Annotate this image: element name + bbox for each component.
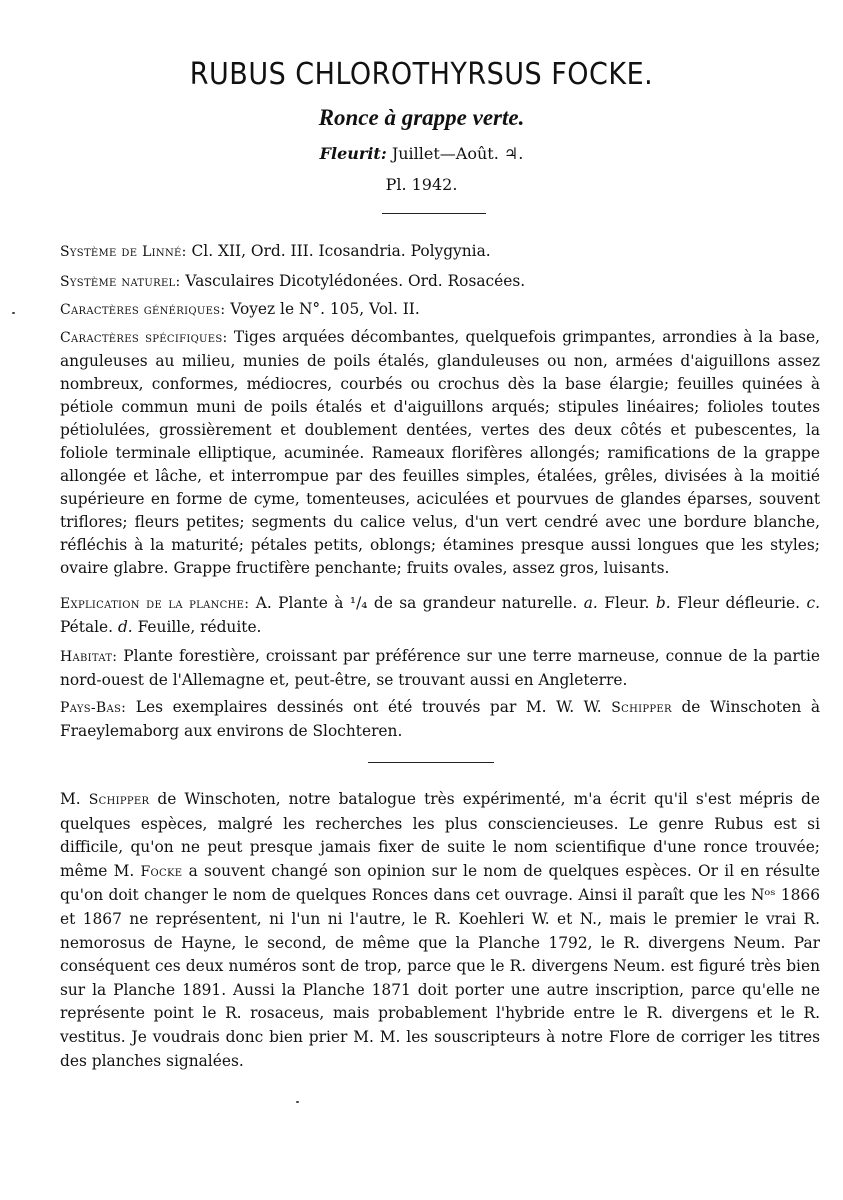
print-speck	[296, 1101, 299, 1103]
section-text: Tiges arquées décombantes, quelquefois grimpantes, arrondies à la base, anguleuses au milieu, munies de poils étalés, glanduleuses ou non, armées d'aiguillons assez nombreux, conformes, médiocres, courbés ou crochus dès la base élargie; feuilles quinées à pétiole commun muni de poils étalés et d'aiguillons arqués; stipules linéaires; folioles toutes pétiolulées, grossièrement et doublement dentées, vertes des deux côtés et pubescentes, la foliole terminale elliptique, acuminée. Rameaux florifères allongés; ramifications de la grappe allongée et lâche, et interrompue par des feuilles simples, étalées, grêles, divisées à la moitié supérieure en forme de cyme, tomenteuses, aciculées et pourvues de glandes éparses, souvent triflores; fleurs petites; segments du calice velus, d'un vert cendré avec une bordure blanche, réfléchis à la maturité; pétales petits, oblongs; étamines presque aussi longues que les styles; ovaire glabre. Grappe fructifère penchante; fruits ovales, assez gros, luisants.	[60, 328, 820, 577]
section-label: Système de Linné:	[60, 244, 187, 260]
flowering-value: Juillet—Août. ♃.	[391, 144, 524, 163]
section-text: Les exemplaires dessinés ont été trouvés par M. W. W.	[126, 698, 612, 716]
divider-top	[382, 213, 486, 214]
figure-letter: a.	[583, 594, 598, 612]
person-name: Schipper	[88, 792, 150, 808]
section-text: Fleur défleurie.	[670, 594, 807, 612]
section-label: Caractères génériques:	[60, 302, 226, 318]
plate-number: Pl. 1942.	[385, 175, 458, 194]
section-text: Fleur.	[597, 594, 656, 612]
section-text: Vasculaires Dicotylédonées. Ord. Rosacées.	[180, 272, 526, 290]
section-habitat	[60, 645, 820, 692]
flowering-label: Fleurit:	[319, 144, 387, 163]
section-generiques	[60, 298, 820, 322]
section-pays-bas	[60, 696, 820, 743]
section-linne	[60, 240, 820, 264]
section-label: Explication de la planche:	[60, 596, 250, 612]
common-name: Ronce à grappe verte.	[318, 105, 525, 130]
section-label: Caractères spécifiques:	[60, 330, 228, 346]
person-name: Schipper	[611, 700, 672, 716]
section-explication	[60, 592, 820, 639]
section-text: Cl. XII, Ord. III. Icosandria. Polygynia.	[186, 242, 491, 260]
note-text: a souvent changé son opinion sur le nom de quelques espèces. Or il en résulte qu'on doit changer le nom de quelques Ronces dans cet ouvrage. Ainsi il paraît que les Nᵒˢ 1866 et 1867 ne représentent, ni l'un ni l'autre, le R. Koehleri W. et N., mais le premier le vrai R. nemorosus de Hayne, le second, de même que la Planche 1792, le R. divergens Neum. Par conséquent ces deux numéros sont de trop, parce que le R. divergens Neum. est figuré très bien sur la Planche 1891. Aussi la Planche 1871 doit porter une autre inscription, parce qu'elle ne représente point le R. rosaceus, mais probablement l'hybride entre le R. divergens et le R. vestitus. Je voudrais donc bien prier M. M. les souscripteurs à notre Flore de corriger les titres des planches signalées.	[60, 861, 821, 1070]
section-text: de Winschoten à Fraeylemaborg aux environs de Slochteren.	[60, 698, 820, 740]
section-label: Système naturel:	[60, 274, 181, 290]
section-text: Plante forestière, croissant par préférence sur une terre marneuse, connue de la partie nord-ouest de l'Allemagne et, peut-être, se trouvant aussi en Angleterre.	[60, 647, 820, 689]
section-label: Pays-Bas:	[60, 700, 127, 716]
section-text: Pétale.	[60, 618, 118, 636]
section-label: Habitat:	[60, 649, 118, 665]
section-naturel	[60, 270, 820, 294]
figure-letter: d.	[117, 618, 133, 636]
divider-middle	[368, 762, 494, 763]
editorial-note	[60, 788, 820, 1073]
species-title: RUBUS CHLOROTHYRSUS FOCKE.	[189, 57, 654, 92]
section-text: A. Plante à ¹/₄ de sa grandeur naturelle.	[249, 594, 584, 612]
note-text: M.	[60, 790, 89, 808]
section-text: Feuille, réduite.	[132, 618, 262, 636]
person-name: Focke	[140, 863, 183, 880]
note-text: de Winschoten, notre batalogue très expérimenté, m'a écrit qu'il s'est mépris de quelques espèces, malgré les recherches les plus consciencieuses. Le genre Rubus est si difficile, qu'on ne peut presque jamais fixer de suite le nom scientifique d'une ronce trouvée; même M.	[60, 790, 821, 880]
section-specifiques	[60, 326, 820, 580]
figure-letter: b.	[655, 594, 671, 612]
flowering-line	[0, 144, 843, 163]
print-speck	[12, 312, 15, 314]
figure-letter: c.	[806, 594, 821, 612]
section-text: Voyez le N°. 105, Vol. II.	[225, 300, 420, 318]
